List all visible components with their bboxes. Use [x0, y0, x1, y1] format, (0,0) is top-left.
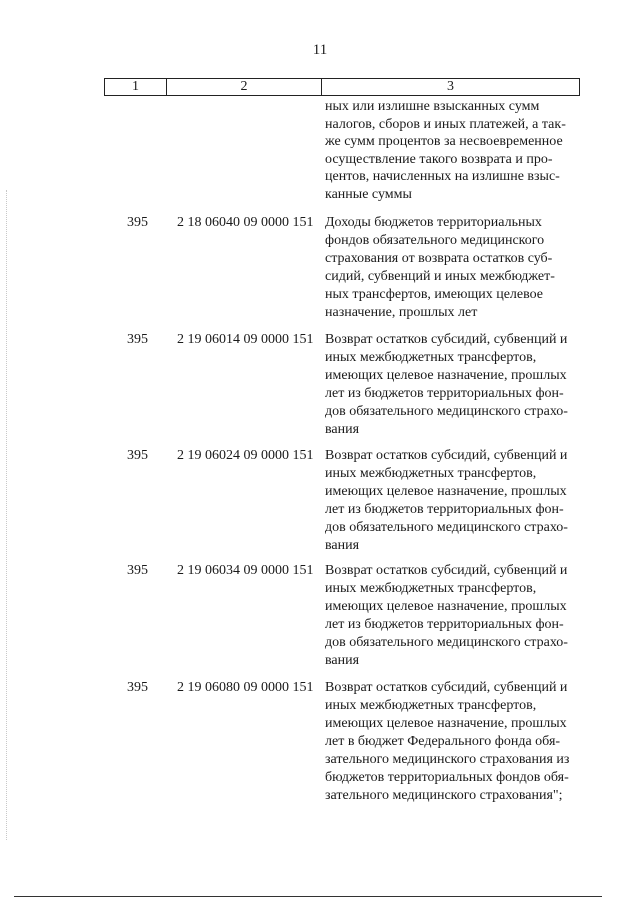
- table-header: [104, 78, 580, 96]
- admin-code: 395: [127, 448, 148, 463]
- kbk-code: 2 19 06014 09 0000 151: [177, 332, 314, 347]
- row-description: Доходы бюджетов территориальных фондов обязательного медицинского страхования от возврата остатков суб- сидий, субвенций и иных межбюджет- ных трансфертов, имеющих целевое назначение, прошлых лет: [325, 215, 555, 320]
- row-description: Возврат остатков субсидий, субвенций и иных межбюджетных трансфертов, имеющих целевое назначение, прошлых лет из бюджетов территориальных фон- дов обязательного медицинского страхо- вания: [325, 448, 568, 553]
- header-col-1: 1: [105, 79, 167, 95]
- continuation-text: ных или излишне взысканных сумм налогов, сборов и иных платежей, а так- же сумм процентов за несвоевременное осуществление такого возврата и про- центов, начисленных на излишне взыс- канные суммы: [325, 99, 566, 202]
- admin-code: 395: [127, 680, 148, 695]
- row-description: Возврат остатков субсидий, субвенций и иных межбюджетных трансфертов, имеющих целевое назначение, прошлых лет в бюджет Федерального фонда обя- зательного медицинского страхования из бюджетов территориальных фондов обя- зательного медицинского страхования";: [325, 680, 570, 803]
- admin-code: 395: [127, 563, 148, 578]
- page-number: 11: [312, 42, 328, 58]
- row-description: Возврат остатков субсидий, субвенций и иных межбюджетных трансфертов, имеющих целевое назначение, прошлых лет из бюджетов территориальных фон- дов обязательного медицинского страхо- вания: [325, 332, 568, 437]
- header-col-3: 3: [447, 79, 454, 94]
- header-col-2: 2: [167, 79, 322, 95]
- bottom-rule: [14, 896, 602, 897]
- row-description: Возврат остатков субсидий, субвенций и иных межбюджетных трансфертов, имеющих целевое назначение, прошлых лет из бюджетов территориальных фон- дов обязательного медицинского страхо- вания: [325, 563, 568, 668]
- scan-margin-artifact: [6, 190, 8, 840]
- admin-code: 395: [127, 215, 148, 230]
- kbk-code: 2 19 06080 09 0000 151: [177, 680, 314, 695]
- kbk-code: 2 19 06024 09 0000 151: [177, 448, 314, 463]
- admin-code: 395: [127, 332, 148, 347]
- kbk-code: 2 19 06034 09 0000 151: [177, 563, 314, 578]
- kbk-code: 2 18 06040 09 0000 151: [177, 215, 314, 230]
